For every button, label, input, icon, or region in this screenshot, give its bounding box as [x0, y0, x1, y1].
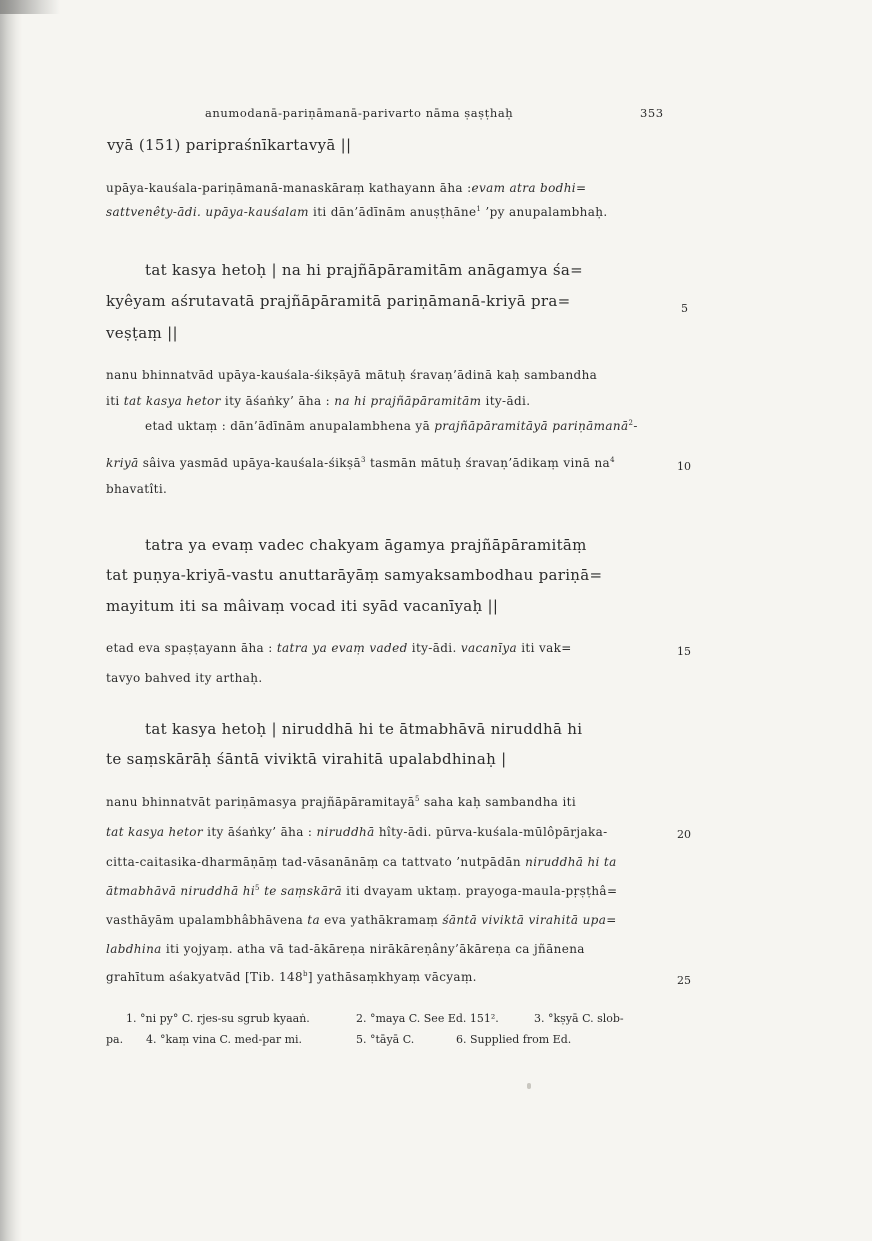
text-line — [145, 263, 583, 278]
text-line — [106, 752, 507, 767]
page-number: 353 — [640, 106, 664, 120]
text-segment: mayitum iti sa mâivaṃ vocad iti syād vacanīyaḥ || — [106, 597, 499, 615]
scan-shadow-top — [0, 0, 60, 14]
footnote-6: 6. Supplied from Ed. — [456, 1033, 572, 1046]
text-segment: ity-ādi. — [407, 641, 461, 655]
text-segment: labdhina — [106, 942, 162, 956]
text-line — [106, 856, 617, 868]
text-segment: sattvenêty-ādi. — [106, 205, 202, 219]
text-line — [106, 796, 576, 808]
text-segment: grahītum aśakyatvād [Tib. 148 — [106, 970, 303, 984]
text-segment: 5 — [415, 795, 420, 803]
text-segment: 4 — [610, 456, 615, 464]
text-segment: ta — [307, 913, 320, 927]
footnote-3: 3. °kṣyā C. slob- — [534, 1012, 624, 1025]
text-line — [145, 538, 587, 553]
text-line — [106, 943, 585, 955]
text-line — [106, 599, 498, 614]
text-segment: evam atra bodhi= — [471, 181, 587, 195]
line-number: 5 — [681, 302, 688, 315]
text-segment: etad eva spaṣṭayann āha : — [106, 641, 277, 655]
text-segment: ’py anupalambhaḥ. — [481, 205, 608, 219]
text-segment: ity-ādi. — [481, 394, 531, 408]
footnote-4: 4. °kaṃ vina C. med-par mi. — [146, 1033, 303, 1046]
text-segment: 1 — [476, 205, 482, 213]
text-line — [106, 885, 617, 897]
text-line — [106, 642, 572, 654]
text-segment: iti — [106, 394, 124, 408]
text-segment: eva yathākramaṃ — [320, 913, 443, 927]
footnote-1: 1. °ni py° C. rjes-su sgrub kyaaṅ. — [126, 1012, 310, 1025]
text-segment: tat puṇya-kriyā-vastu anuttarāyāṃ samyaksambodhau pariṇā= — [106, 566, 603, 584]
text-segment: tasmān mātuḥ śravaṇ’ādikaṃ vinā na — [365, 456, 611, 470]
text-line — [106, 826, 608, 838]
text-line — [106, 395, 530, 407]
text-segment: 5 — [255, 884, 260, 892]
text-segment: bhavatîti. — [106, 482, 168, 496]
text-segment: te saṃskārāḥ śāntā viviktā virahitā upalabdhinaḥ | — [106, 750, 507, 768]
text-segment: ] yathāsaṃkhyaṃ vācyaṃ. — [307, 970, 477, 984]
text-segment: iti yojyaṃ. atha vā tad-ākāreṇa nirākāreṇâny’ākāreṇa ca jñānena — [161, 942, 585, 956]
text-segment: na hi prajñāpāramitām — [334, 394, 482, 408]
text-segment: tatra ya evaṃ vaded — [276, 641, 408, 655]
footnote-2: 2. °maya C. See Ed. 151². — [356, 1012, 499, 1025]
text-line — [145, 722, 582, 737]
text-segment: tat kasya hetor — [123, 394, 221, 408]
text-segment: citta-caitasika-dharmāṇāṃ tad-vāsanānāṃ ca tattvato ’nutpādān — [106, 855, 526, 869]
text-segment: niruddhā hi ta — [525, 855, 617, 869]
text-segment: ity āśaṅky’ āha : — [202, 825, 317, 839]
text-segment: nanu bhinnatvāt pariṇāmasya prajñāpāramitayā — [106, 795, 416, 809]
text-segment: kriyā — [106, 456, 139, 470]
text-segment: saha kaḥ sambandha iti — [419, 795, 577, 809]
text-segment: te saṃskārā — [264, 884, 342, 898]
text-segment: niruddhā — [316, 825, 375, 839]
text-line — [106, 326, 178, 341]
text-segment: ātmabhāvā niruddhā hi — [106, 884, 256, 898]
paper-speck — [527, 1083, 531, 1089]
scan-shadow-edge — [0, 0, 22, 1241]
line-number: 10 — [677, 460, 691, 473]
line-number: 20 — [677, 828, 691, 841]
text-segment: etad uktaṃ : dān’ādīnām anupalambhena yā — [145, 419, 435, 433]
running-head-title: anumodanā-pariṇāmanā-parivarto nāma ṣaṣṭhaḥ — [205, 106, 514, 120]
text-segment: b — [303, 970, 308, 978]
text-line — [106, 568, 602, 583]
text-segment: vasthāyām upalambhâbhāvena — [106, 913, 308, 927]
text-segment: tat kasya hetoḥ | na hi prajñāpāramitām anāgamya śa= — [145, 261, 584, 279]
text-line — [106, 971, 477, 983]
text-line — [106, 914, 617, 926]
text-line — [106, 206, 608, 218]
text-segment: śāntā viviktā virahitā upa= — [442, 913, 617, 927]
text-line — [106, 457, 615, 469]
text-segment: vyā (151) paripraśnīkartavyā || — [107, 136, 352, 154]
text-segment: 3 — [360, 456, 366, 464]
text-line — [106, 369, 597, 381]
text-segment: nanu bhinnatvād upāya-kauśala-śikṣāyā mātuḥ śravaṇ’ādinā kaḥ sambandha — [106, 368, 598, 382]
line-number: 15 — [677, 645, 691, 658]
text-segment: vacanīya — [460, 641, 518, 655]
text-segment: ity āśaṅky’ āha : — [220, 394, 335, 408]
text-segment: upāya-kauśalam — [205, 205, 309, 219]
footnote-3-cont: pa. — [106, 1033, 124, 1046]
line-number: 25 — [677, 974, 691, 987]
text-segment: tavyo bahved ity arthaḥ. — [106, 671, 263, 685]
text-segment: sâiva yasmād upāya-kauśala-śikṣā — [138, 456, 361, 470]
text-segment: upāya-kauśala-pariṇāmanā-manaskāraṃ kathayann āha : — [106, 181, 472, 195]
text-segment: tat kasya hetoḥ | niruddhā hi te ātmabhāvā niruddhā hi — [145, 720, 583, 738]
text-line — [106, 182, 586, 194]
footnote-5: 5. °tāyā C. — [356, 1033, 415, 1046]
text-line — [106, 294, 571, 309]
text-segment: veṣṭaṃ || — [106, 324, 178, 342]
text-line — [145, 420, 638, 432]
text-line — [107, 138, 351, 153]
text-segment: hîty-ādi. pūrva-kuśala-mūlôpārjaka- — [374, 825, 608, 839]
text-line — [106, 483, 167, 495]
text-segment: 2 — [628, 419, 634, 427]
text-segment: iti dān’ādīnām anuṣṭhāne — [308, 205, 477, 219]
text-segment: tat kasya hetor — [106, 825, 203, 839]
text-segment: iti vak= — [517, 641, 572, 655]
text-segment: prajñāpāramitāyā pariṇāmanā — [434, 419, 629, 433]
text-segment: kyêyam aśrutavatā prajñāpāramitā pariṇāmanā-kriyā pra= — [106, 292, 571, 310]
text-segment: - — [633, 419, 638, 433]
text-segment: tatra ya evaṃ vadec chakyam āgamya prajñāpāramitāṃ — [145, 536, 587, 554]
text-line — [106, 672, 263, 684]
text-segment: iti dvayam uktaṃ. prayoga-maula-pṛṣṭhâ= — [342, 884, 618, 898]
